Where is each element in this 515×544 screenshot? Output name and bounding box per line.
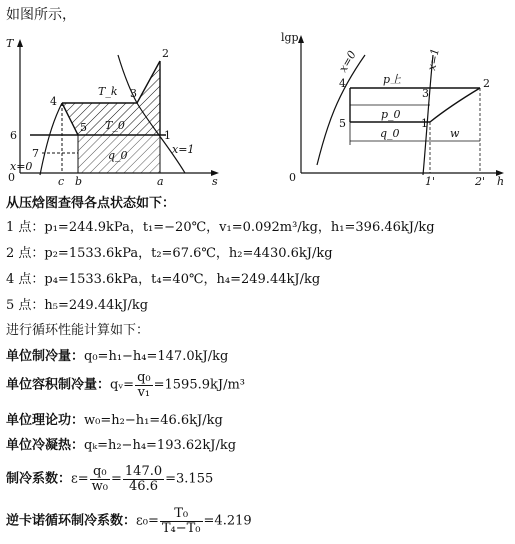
lgp-origin-label: 0 <box>289 171 296 184</box>
eps-numerator-1: q₀ <box>90 465 110 480</box>
eps0-denominator: T₄−T₀ <box>161 520 201 536</box>
eps-numerator-2: 147.0 <box>124 464 163 479</box>
ts-tick-a: a <box>157 175 164 188</box>
eps0-label: 逆卡诺循环制冷系数： <box>6 513 137 529</box>
ts-tick-c: c <box>58 175 65 188</box>
w0-label: 单位理论功： <box>6 413 85 428</box>
eps-lhs: ε= <box>71 471 89 487</box>
lgp-point-4: 4 <box>339 77 346 90</box>
eps-equals: = <box>111 471 122 487</box>
lgp-tick-1p: 1' <box>425 175 436 188</box>
qv-rhs: =1595.9kJ/m³ <box>153 377 246 393</box>
ts-origin-label: 0 <box>8 171 15 184</box>
lgp-h-diagram <box>275 25 510 190</box>
w0-formula: w₀=h₂−h₁=46.6kJ/kg <box>84 413 223 428</box>
eps-label: 制冷系数： <box>6 471 72 487</box>
qv-lhs: qᵥ= <box>110 377 135 393</box>
eps0-numerator: T₀ <box>160 507 203 522</box>
lgp-q0-label: q_0 <box>380 127 400 140</box>
intro-text: 如图所示， <box>6 7 76 23</box>
eps-line <box>6 465 213 493</box>
state-point-2: 2 点：p₂=1533.6kPa，t₂=67.6℃，h₂=4430.6kJ/kg <box>6 246 333 261</box>
state-heading: 从压焓图查得各点状态如下： <box>6 196 176 211</box>
lgp-point-5: 5 <box>339 117 346 130</box>
lgp-point-3: 3 <box>422 87 429 100</box>
state-point-1: 1 点：p₁=244.9kPa，t₁=−20℃，v₁=0.092m³/kg，h₁=396.46kJ/kg <box>6 220 435 235</box>
qv-numerator: q₀ <box>137 370 151 385</box>
ts-axis-x-label: s <box>212 175 218 188</box>
lgp-p-upper-label: p上 <box>383 73 402 86</box>
ts-point-5: 5 <box>80 121 87 134</box>
q0-label: 单位制冷量： <box>6 349 85 364</box>
ts-tk-label: T_k <box>98 85 118 98</box>
lgp-axis-y-label: lgp <box>281 31 299 44</box>
qk-line <box>6 439 236 452</box>
qk-formula: qₖ=h₂−h₄=193.62kJ/kg <box>84 438 237 453</box>
ts-t0-label: T_0 <box>105 119 125 132</box>
ts-liquid-line <box>40 103 62 175</box>
eps-fraction-2 <box>123 465 164 493</box>
lgp-axis-x-label: h <box>497 175 505 188</box>
w0-line <box>6 414 223 427</box>
eps0-rhs: =4.219 <box>203 513 252 529</box>
eps-rhs: =3.155 <box>165 471 214 487</box>
eps-fraction-1 <box>90 465 110 493</box>
ts-point-1: 1 <box>164 129 171 142</box>
qv-line <box>6 371 245 399</box>
qv-fraction <box>135 371 153 399</box>
lgp-compression-line <box>430 88 480 122</box>
eps0-lhs: ε₀= <box>136 513 159 529</box>
eps-denominator-2: 46.6 <box>129 478 158 494</box>
state-point-4: 4 点：p₄=1533.6kPa，t₄=40℃，h₄=249.44kJ/kg <box>6 272 321 287</box>
q0-line <box>6 350 228 363</box>
qv-denominator: v₁ <box>137 384 151 400</box>
ts-x0-label: x=0 <box>10 160 33 173</box>
ts-tick-b: b <box>75 175 83 188</box>
lgp-p0-label: p_0 <box>381 108 401 121</box>
lgp-point-2: 2 <box>483 77 490 90</box>
ts-axis-y-label: T <box>6 37 14 50</box>
lgp-x0-label: x=0 <box>336 48 359 75</box>
ts-point-2: 2 <box>162 47 169 60</box>
eps-denominator-1: w₀ <box>91 478 108 494</box>
lgp-tick-2p: 2' <box>475 175 486 188</box>
q0-formula: q₀=h₁−h₄=147.0kJ/kg <box>84 349 229 364</box>
lgp-x1-label: x=1 <box>425 47 442 72</box>
ts-point-7: 7 <box>32 147 39 160</box>
lgp-vapor-line <box>423 55 433 175</box>
state-point-5: 5 点：h₅=249.44kJ/kg <box>6 298 149 313</box>
calc-heading: 进行循环性能计算如下： <box>6 323 150 338</box>
lgp-point-1: 1 <box>421 117 428 130</box>
eps0-fraction <box>160 507 203 535</box>
ts-q0-label: q_0 <box>108 149 128 162</box>
eps0-line <box>6 507 252 535</box>
lgp-w-label: w <box>450 127 460 140</box>
ts-point-6: 6 <box>10 129 17 142</box>
ts-diagram <box>0 25 230 190</box>
ts-x1-label: x=1 <box>172 143 195 156</box>
qv-label: 单位容积制冷量： <box>6 377 111 393</box>
ts-point-4: 4 <box>50 95 57 108</box>
ts-point-3: 3 <box>130 87 137 100</box>
qk-label: 单位冷凝热： <box>6 438 85 453</box>
